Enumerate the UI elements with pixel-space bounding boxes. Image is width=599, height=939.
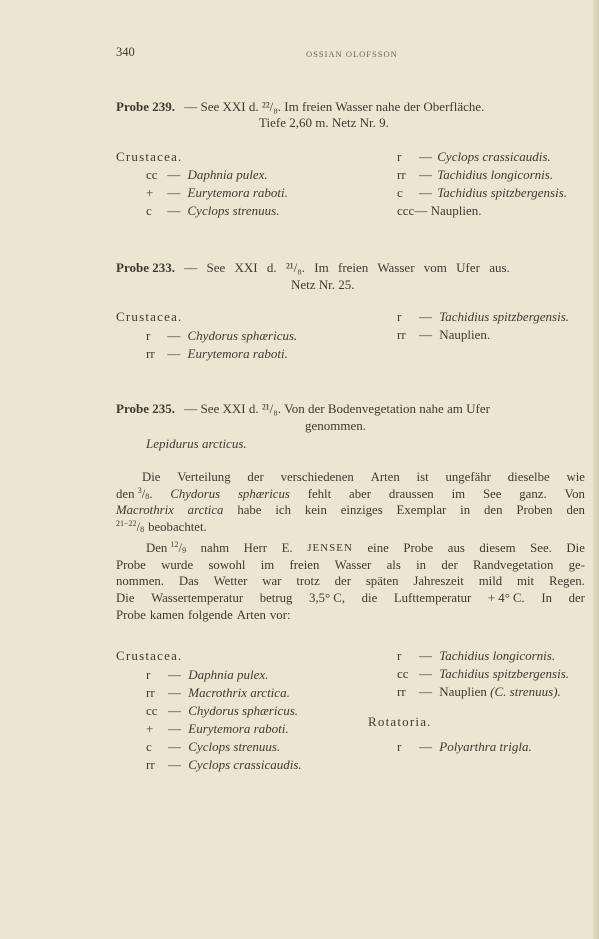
species-name: Polyarthra trigla. bbox=[439, 739, 532, 754]
list-item: cc — Chydorus sphæricus. bbox=[146, 703, 299, 718]
abundance: rr bbox=[146, 685, 155, 700]
list-item: cc — Daphnia pulex. bbox=[146, 167, 268, 182]
page-number: 340 bbox=[116, 45, 135, 59]
abundance: + bbox=[146, 185, 154, 200]
species-name: Tachidius spitzbergensis. bbox=[439, 309, 570, 324]
abundance: cc bbox=[146, 703, 158, 718]
final-group: Crustacea. bbox=[116, 648, 183, 663]
probe-233-line1: — See XXI d. ²¹/₈. Im freien Wasser vom Ufer aus. bbox=[184, 260, 510, 275]
abundance: r bbox=[397, 739, 402, 754]
list-item: + — Eurytemora raboti. bbox=[146, 185, 288, 200]
probe-233-line2: Netz Nr. 25. bbox=[291, 277, 355, 292]
probe-233-label: Probe 233. bbox=[116, 260, 175, 275]
species-name: Chydorus sphæricus. bbox=[188, 703, 299, 718]
list-item: r — Chydorus sphæricus. bbox=[146, 328, 298, 343]
paragraph-distribution bbox=[116, 469, 585, 536]
abundance: r bbox=[146, 667, 151, 682]
probe-239-heading bbox=[116, 99, 484, 115]
text-line: Probe wurde sowohl im freien Wasser als in der Randvegetation ge- bbox=[116, 557, 585, 572]
abundance: cc bbox=[397, 666, 409, 681]
abundance: cc bbox=[146, 167, 158, 182]
species-name: Cyclops strenuus. bbox=[188, 739, 281, 754]
text-line: Den $^{12}/_9$ nahm Herr E. JENSEN eine Probe aus diesem See. Die bbox=[146, 540, 585, 555]
list-item: rr — Nauplien. bbox=[397, 327, 491, 342]
species-name: Tachidius longicornis. bbox=[437, 167, 554, 182]
probe-235-line2: genommen. bbox=[305, 418, 367, 433]
list-item: c — Cyclops strenuus. bbox=[146, 739, 281, 754]
abundance: r bbox=[397, 309, 402, 324]
abundance: r bbox=[397, 648, 402, 663]
list-item: r — Cyclops crassicaudis. bbox=[397, 149, 551, 164]
species-name: Tachidius spitzbergensis. bbox=[439, 666, 570, 681]
species-name: Daphnia pulex. bbox=[187, 167, 268, 182]
probe-239-group: Crustacea. bbox=[116, 149, 183, 164]
species-name: Nauplien. bbox=[430, 203, 482, 218]
text-line: Die Wassertemperatur betrug 3,5° C, die Lufttemperatur + 4° C. In der bbox=[116, 591, 585, 606]
paragraph-sample bbox=[116, 540, 585, 623]
abundance: rr bbox=[146, 757, 155, 772]
species-name: Cyclops crassicaudis. bbox=[437, 149, 551, 164]
text-line: Macrothrix arctica habe ich kein einziges Exemplar in den Proben den bbox=[116, 503, 585, 518]
species-name: Eurytemora raboti. bbox=[187, 185, 288, 200]
list-item: rr — Nauplien (C. strenuus). bbox=[397, 684, 561, 699]
list-item: c — Tachidius spitzbergensis. bbox=[397, 185, 568, 200]
abundance: rr bbox=[397, 327, 406, 342]
abundance: ccc bbox=[397, 203, 415, 218]
probe-239-line2: Tiefe 2,60 m. Netz Nr. 9. bbox=[259, 115, 389, 130]
probe-233-group: Crustacea. bbox=[116, 309, 183, 324]
list-item: rr — Cyclops crassicaudis. bbox=[146, 757, 302, 772]
species-name: Chydorus sphæricus. bbox=[187, 328, 298, 343]
probe-235-line1: — See XXI d. ²¹/₈. Von der Bodenvegetation nahe am Ufer bbox=[184, 401, 490, 416]
list-item: ccc— Nauplien. bbox=[397, 203, 482, 218]
species-name: Tachidius longicornis. bbox=[439, 648, 556, 663]
list-item: rr — Macrothrix arctica. bbox=[146, 685, 290, 700]
abundance: r bbox=[397, 149, 402, 164]
list-item: r — Tachidius spitzbergensis. bbox=[397, 309, 570, 324]
probe-233-heading bbox=[116, 260, 510, 276]
species-name: Daphnia pulex. bbox=[188, 667, 269, 682]
page-edge bbox=[593, 0, 599, 939]
abundance: r bbox=[146, 328, 151, 343]
species-note: (C. strenuus). bbox=[490, 684, 561, 699]
species-name: Cyclops crassicaudis. bbox=[188, 757, 302, 772]
list-item: r — Polyarthra trigla. bbox=[397, 739, 532, 754]
species-name: Eurytemora raboti. bbox=[187, 346, 288, 361]
running-head: OSSIAN OLOFSSON bbox=[306, 49, 398, 59]
species-name: Nauplien bbox=[439, 684, 487, 699]
list-item: r — Tachidius longicornis. bbox=[397, 648, 556, 663]
text-line: den $^3/_8$. Chydorus sphæricus fehlt aber draussen im See ganz. Von bbox=[116, 485, 585, 501]
list-item: r — Daphnia pulex. bbox=[146, 667, 269, 682]
text-line: Die Verteilung der verschiedenen Arten ist ungefähr dieselbe wie bbox=[142, 470, 585, 484]
species-name: Cyclops strenuus. bbox=[187, 203, 280, 218]
probe-239-label: Probe 239. bbox=[116, 99, 175, 114]
abundance: rr bbox=[397, 684, 406, 699]
list-item: + — Eurytemora raboti. bbox=[146, 721, 289, 736]
species-name: Macrothrix arctica. bbox=[188, 685, 290, 700]
species-name: Tachidius spitzbergensis. bbox=[437, 185, 568, 200]
species-name: Eurytemora raboti. bbox=[188, 721, 289, 736]
abundance: c bbox=[146, 739, 152, 754]
probe-235-species: Lepidurus arcticus. bbox=[146, 436, 247, 451]
abundance: rr bbox=[146, 346, 155, 361]
abundance: c bbox=[397, 185, 403, 200]
text-line: $^{21-22}/_8$ beobachtet. bbox=[116, 519, 207, 535]
text-line: nommen. Das Wetter war trotz der späten Jahreszeit mild mit Regen. bbox=[116, 574, 585, 589]
list-item: cc — Tachidius spitzbergensis. bbox=[397, 666, 570, 681]
list-item: rr — Eurytemora raboti. bbox=[146, 346, 288, 361]
probe-235-heading bbox=[116, 401, 490, 417]
probe-239-line1: — See XXI d. ²²/₈. Im freien Wasser nahe der Oberfläche. bbox=[184, 99, 485, 114]
probe-235-label: Probe 235. bbox=[116, 401, 175, 416]
abundance: c bbox=[146, 203, 152, 218]
species-name: Nauplien. bbox=[439, 327, 491, 342]
abundance: rr bbox=[397, 167, 406, 182]
text-line: Probe kamen folgende Arten vor: bbox=[116, 607, 291, 622]
final-group-2: Rotatoria. bbox=[368, 714, 432, 729]
list-item: c — Cyclops strenuus. bbox=[146, 203, 280, 218]
list-item: rr — Tachidius longicornis. bbox=[397, 167, 554, 182]
abundance: + bbox=[146, 721, 154, 736]
